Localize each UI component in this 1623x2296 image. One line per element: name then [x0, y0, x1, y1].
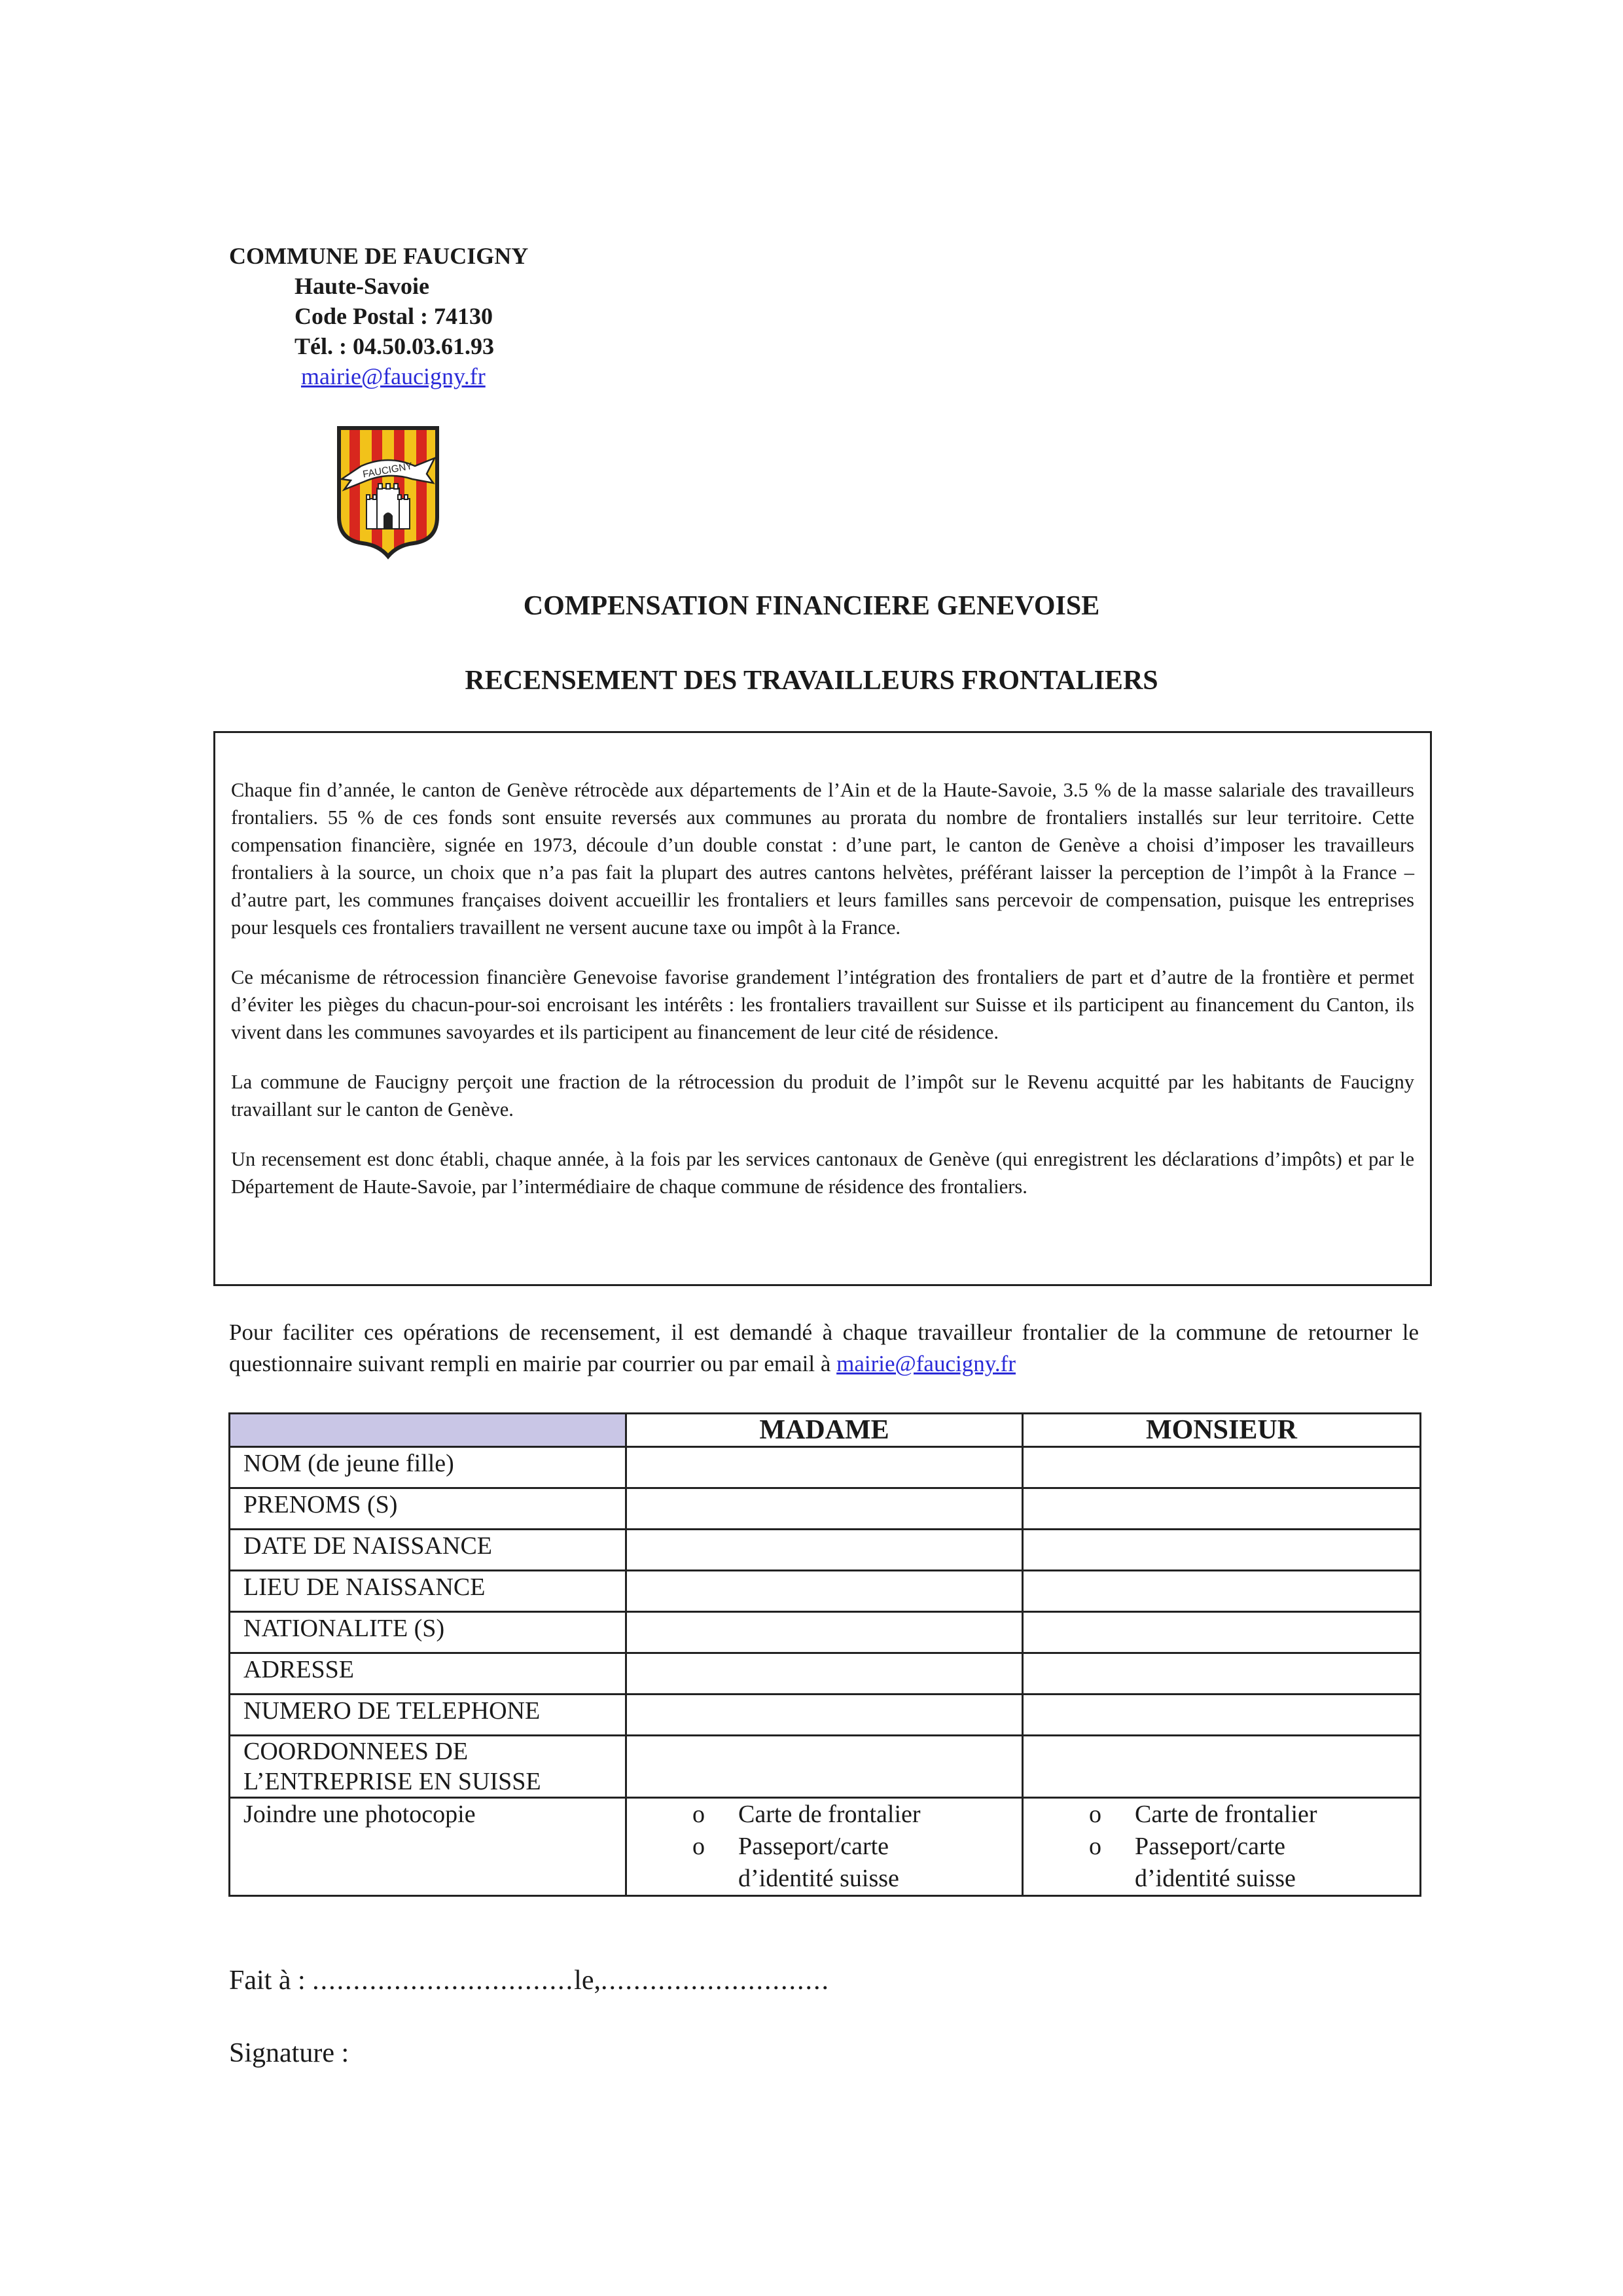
field-nom-madame[interactable] [626, 1447, 1023, 1488]
info-paragraph: Un recensement est donc établi, chaque année, à la fois par les services cantonaux de Genève (qui enregistrent les déclarations d’impôts) et par le Département de Haute-Savoie, par l’intermédiaire de chaque commune de résidence des frontaliers. [231, 1148, 1414, 1198]
field-entreprise-monsieur[interactable] [1023, 1736, 1421, 1798]
commune-name: COMMUNE DE FAUCIGNY [229, 243, 529, 269]
option-passeport-monsieur[interactable] [1037, 1831, 1419, 1895]
row-label-entreprise-line1: COORDONNEES DE [243, 1738, 469, 1765]
field-adresse-madame[interactable] [626, 1653, 1023, 1695]
field-telephone-monsieur[interactable] [1023, 1695, 1421, 1736]
field-nom-monsieur[interactable] [1023, 1447, 1421, 1488]
postal-code: Code Postal : 74130 [294, 303, 493, 329]
radio-circle-icon[interactable]: o [1089, 1833, 1101, 1860]
crest-banner-text: FAUCIGNY [361, 460, 414, 480]
date-blank[interactable]: ............................ [600, 1965, 830, 1996]
departement: Haute-Savoie [294, 273, 429, 299]
column-header-madame: MADAME [626, 1414, 1023, 1447]
place-date-line [229, 1965, 830, 1996]
date-label: le, [574, 1965, 601, 1996]
row-label-entreprise [230, 1736, 626, 1798]
row-label-nom: NOM (de jeune fille) [230, 1447, 626, 1488]
option-label [738, 1831, 1022, 1895]
email-link[interactable]: mairie@faucigny.fr [301, 363, 486, 389]
info-box [213, 731, 1432, 1286]
field-prenoms-monsieur[interactable] [1023, 1488, 1421, 1530]
row-label-telephone: NUMERO DE TELEPHONE [230, 1695, 626, 1736]
photocopie-options-monsieur [1023, 1798, 1421, 1896]
field-date-naissance-madame[interactable] [626, 1530, 1023, 1571]
info-paragraph: Chaque fin d’année, le canton de Genève rétrocède aux départements de l’Ain et de la Haute-Savoie, 3.5 % de la masse salariale des travailleurs frontaliers. 55 % de ces fonds sont ensuite reversés aux communes au prorata du nombre de frontaliers installés sur leur territoire. Cette compensation financière, signée en 1973, découle d’un double constat : d’une part, le canton de Genève a choisi d’imposer les travailleurs frontaliers à la source, un choix que n’a pas fait la plupart des autres cantons helvètes, préférant laisser la perception de l’impôt à la France – d’autre part, les communes françaises doivent accueillir les frontaliers et leurs familles sans percevoir de compensation, puisque les entreprises pour lesquels ces frontaliers travaillent ne versent aucune taxe ou impôt à la France. [231, 779, 1414, 939]
field-date-naissance-monsieur[interactable] [1023, 1530, 1421, 1571]
option-label: Carte de frontalier [1135, 1801, 1317, 1828]
census-form-table [228, 1412, 1421, 1897]
instructions-text: Pour faciliter ces opérations de recensement, il est demandé à chaque travailleur frontalier de la commune de retourner le questionnaire suivant rempli en mairie par courrier ou par email à [229, 1319, 1419, 1376]
option-label-line2: d’identité suisse [738, 1865, 899, 1892]
option-carte-monsieur[interactable] [1037, 1799, 1419, 1831]
place-blank[interactable]: ................................ [312, 1965, 575, 1996]
document-title: COMPENSATION FINANCIERE GENEVOISE [523, 591, 1100, 621]
row-label-date-naissance: DATE DE NAISSANCE [230, 1530, 626, 1571]
option-carte-madame[interactable] [640, 1799, 1022, 1831]
letterhead [229, 241, 528, 391]
photocopie-options-madame [626, 1798, 1023, 1896]
option-label-line1: Passeport/carte [1135, 1833, 1286, 1860]
signature-label: Signature : [229, 2038, 349, 2068]
row-label-lieu-naissance: LIEU DE NAISSANCE [230, 1571, 626, 1612]
telephone: Tél. : 04.50.03.61.93 [294, 333, 494, 359]
row-label-prenoms: PRENOMS (S) [230, 1488, 626, 1530]
info-paragraph: La commune de Faucigny perçoit une fraction de la rétrocession du produit de l’impôt sur le Revenu acquitté par les habitants de Faucigny travaillant sur le canton de Genève. [231, 1071, 1414, 1121]
row-label-adresse: ADRESSE [230, 1653, 626, 1695]
row-label-nationalite: NATIONALITE (S) [230, 1612, 626, 1653]
option-label-line2: d’identité suisse [1135, 1865, 1296, 1892]
fait-a-label: Fait à : [229, 1965, 313, 1996]
row-label-photocopie: Joindre une photocopie [230, 1798, 626, 1896]
field-lieu-naissance-monsieur[interactable] [1023, 1571, 1421, 1612]
field-lieu-naissance-madame[interactable] [626, 1571, 1023, 1612]
radio-circle-icon[interactable]: o [1089, 1801, 1101, 1828]
field-nationalite-madame[interactable] [626, 1612, 1023, 1653]
field-nationalite-monsieur[interactable] [1023, 1612, 1421, 1653]
field-prenoms-madame[interactable] [626, 1488, 1023, 1530]
row-label-entreprise-line2: L’ENTREPRISE EN SUISSE [243, 1768, 541, 1795]
info-paragraph: Ce mécanisme de rétrocession financière Genevoise favorise grandement l’intégration des frontaliers de part et d’autre de la frontière et permet d’éviter les pièges du chacun-pour-soi encroisant les intérêts : les frontaliers travaillent sur Suisse et ils participent au financement du Canton, ils vivent dans les communes savoyardes et ils participent au financement de leur cité de résidence. [231, 966, 1414, 1043]
column-header-monsieur: MONSIEUR [1023, 1414, 1421, 1447]
option-passeport-madame[interactable] [640, 1831, 1022, 1895]
document-subtitle: RECENSEMENT DES TRAVAILLEURS FRONTALIERS [465, 666, 1158, 696]
field-telephone-madame[interactable] [626, 1695, 1023, 1736]
radio-circle-icon[interactable]: o [692, 1801, 705, 1828]
option-label [1135, 1831, 1419, 1895]
instructions [229, 1317, 1419, 1380]
table-corner-cell [230, 1414, 626, 1447]
field-entreprise-madame[interactable] [626, 1736, 1023, 1798]
coat-of-arms-icon [335, 425, 441, 560]
field-adresse-monsieur[interactable] [1023, 1653, 1421, 1695]
instructions-email-link[interactable]: mairie@faucigny.fr [836, 1351, 1016, 1376]
radio-circle-icon[interactable]: o [692, 1833, 705, 1860]
option-label: Carte de frontalier [738, 1801, 921, 1828]
option-label-line1: Passeport/carte [738, 1833, 889, 1860]
